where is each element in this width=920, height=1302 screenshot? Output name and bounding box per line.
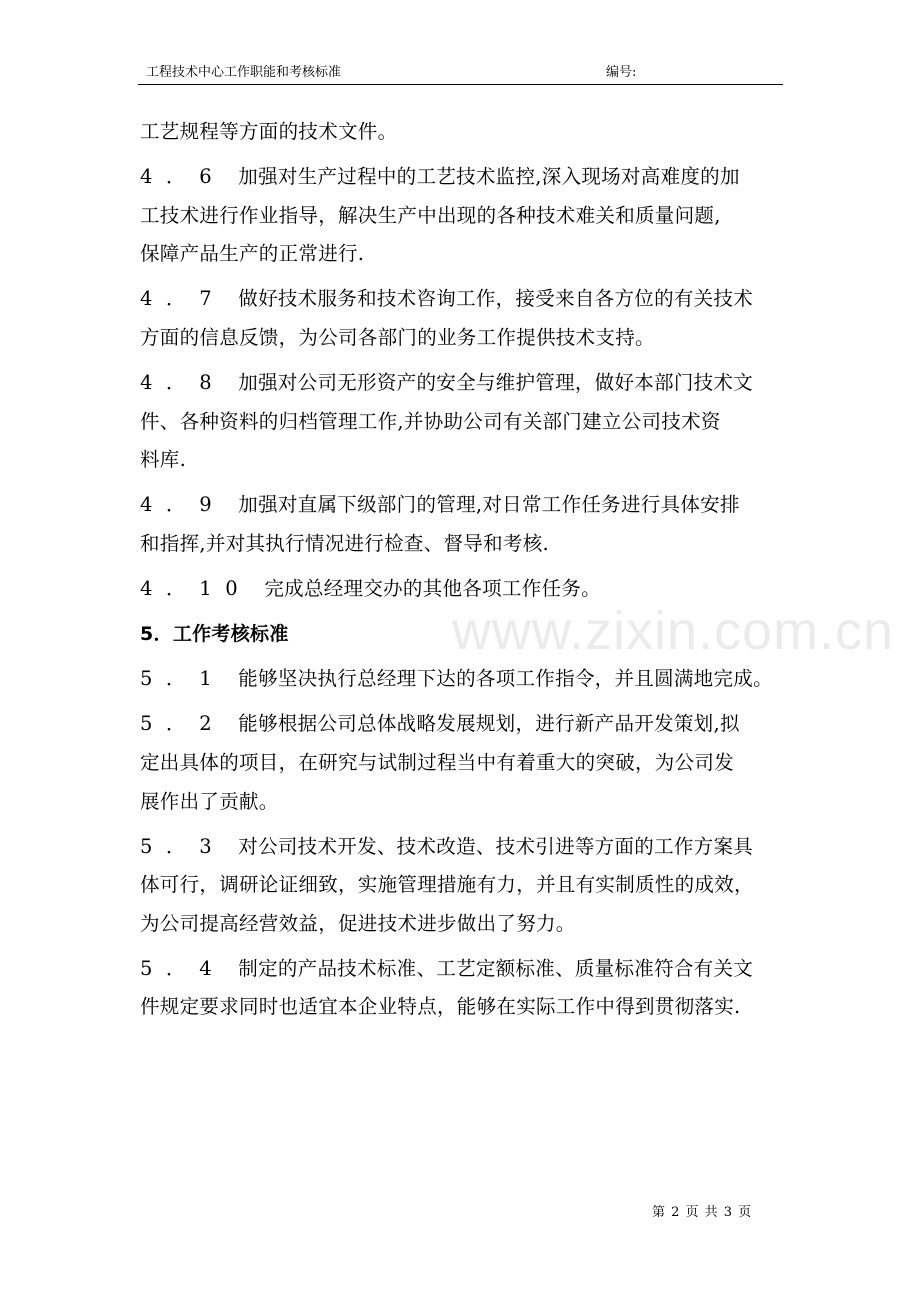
paragraph-line: 保障产品生产的正常进行. — [140, 242, 365, 266]
paragraph-line: 能够坚决执行总经理下达的各项工作指令，并且圆满地完成。 — [238, 667, 773, 691]
paragraph-line: 为公司提高经营效益，促进技术进步做出了努力。 — [140, 911, 576, 935]
clause-number: 4．6 — [140, 165, 226, 189]
clause-number: 4．7 — [140, 287, 226, 311]
header-title: 工程技术中心工作职能和考核标准 — [146, 65, 342, 80]
paragraph-line: 方面的信息反馈，为公司各部门的业务工作提供技术支持。 — [140, 325, 655, 349]
paragraph — [140, 705, 790, 821]
paragraph-line: 对公司技术开发、技术改造、技术引进等方面的工作方案具 — [238, 834, 754, 858]
paragraph-line: 展作出了贡献。 — [140, 789, 279, 813]
page-header — [138, 62, 783, 85]
document-body — [140, 113, 790, 1034]
clause-number: 4．8 — [140, 371, 226, 395]
paragraph-line: 工技术进行作业指导，解决生产中出现的各种技术难关和质量问题, — [140, 203, 721, 227]
paragraph-line: 工艺规程等方面的技术文件。 — [140, 120, 398, 143]
clause-number: 4．9 — [140, 493, 226, 517]
page-footer: 第 2 页 共 3 页 — [652, 1205, 753, 1220]
paragraph-line: 加强对生产过程中的工艺技术监控,深入现场对高难度的加 — [238, 165, 740, 189]
paragraph — [140, 364, 790, 480]
clause-number: 4．10 — [140, 577, 252, 601]
paragraph — [140, 950, 790, 1027]
paragraph-line: 完成总经理交办的其他各项工作任务。 — [264, 577, 601, 601]
paragraph-line: 制定的产品技术标准、工艺定额标准、质量标准符合有关文 — [238, 956, 754, 980]
paragraph-line: 料库. — [140, 448, 187, 472]
clause-number: 5．4 — [140, 956, 226, 980]
paragraph-line: 和指挥,并对其执行情况进行检查、督导和考核. — [140, 531, 549, 555]
paragraph — [140, 113, 790, 152]
paragraph-line: 能够根据公司总体战略发展规划，进行新产品开发策划,拟 — [238, 712, 740, 736]
paragraph-line: 体可行，调研论证细致，实施管理措施有力，并且有实制质性的成效， — [140, 873, 754, 897]
clause-number: 5．1 — [140, 667, 226, 691]
paragraph — [140, 828, 790, 944]
watermark: www.zixin.com.cn — [452, 601, 895, 661]
paragraph-line: 定出具体的项目，在研究与试制过程当中有着重大的突破，为公司发 — [140, 750, 735, 774]
paragraph — [140, 486, 790, 563]
paragraph-line: 加强对直属下级部门的管理,对日常工作任务进行具体安排 — [238, 493, 740, 517]
paragraph-line: 加强对公司无形资产的安全与维护管理，做好本部门技术文 — [238, 371, 754, 395]
paragraph-line: 件、各种资料的归档管理工作,并协助公司有关部门建立公司技术资 — [140, 409, 721, 433]
section-heading: 5．工作考核标准 — [140, 623, 289, 646]
paragraph-line: 件规定要求同时也适宜本企业特点，能够在实际工作中得到贯彻落实. — [140, 995, 741, 1019]
clause-number: 5．2 — [140, 712, 226, 736]
paragraph-line: 做好技术服务和技术咨询工作，接受来自各方位的有关技术 — [238, 287, 754, 311]
clause-number: 5．3 — [140, 834, 226, 858]
paragraph — [140, 660, 790, 699]
paragraph — [140, 280, 790, 357]
paragraph — [140, 158, 790, 274]
header-code-label: 编号: — [606, 65, 637, 80]
